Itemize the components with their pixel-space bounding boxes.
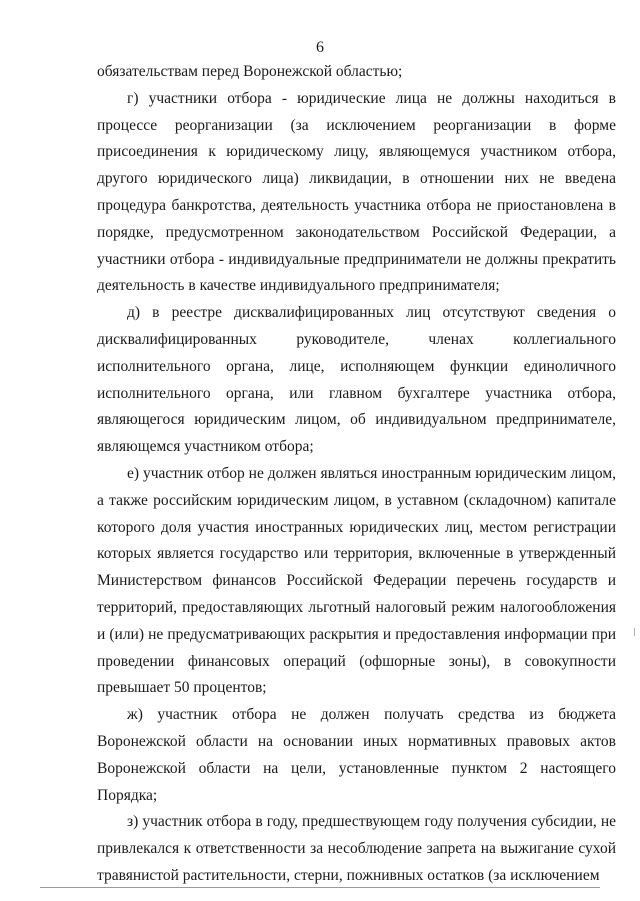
paragraph-item-g: г) участники отбора - юридические лица не должны находиться в процессе реорганизации (за исключением реорганизации в форме присоединения к юридическому лицу, являющемуся участником отбора, другого юридического лица) ликвидации, в отношении них не введена процедура банкротства, деятельность участника отбора не приостановлена в порядке, предусмотренном законодательством Российской Федерации, а участники отбора - индивидуальные предприниматели не должны прекратить деятельность в качестве индивидуального предпринимателя; <box>97 89 616 295</box>
margin-mark <box>634 628 635 636</box>
document-body <box>97 59 616 890</box>
paragraph-continuation: обязательствам перед Воронежской областью; <box>97 63 403 80</box>
paragraph-item-z: з) участник отбора в году, предшествующем году получения субсидии, не привлекался к ответственности за несоблюдение запрета на выжигание сухой травянистой растительности, стерни, пожнивных остатков (за исключением <box>97 813 616 884</box>
page-bottom-rule <box>40 887 600 888</box>
paragraph-item-d: д) в реестре дисквалифицированных лиц отсутствуют сведения о дисквалифицированных руководителе, членах коллегиального исполнительного органа, лице, исполняющем функции единоличного исполнительного органа, или главном бухгалтере участника отбора, являющегося юридическим лицом, об индивидуальном предпринимателе, являющемся участником отбора; <box>97 304 616 456</box>
page-number: 6 <box>316 39 324 56</box>
paragraph-item-e: е) участник отбор не должен являться иностранным юридическим лицом, а также российским юридическим лицом, в уставном (складочном) капитале которого доля участия иностранных юридических лиц, местом регистрации которых является государство или территория, включенные в утвержденный Министерством финансов Российской Федерации перечень государств и территорий, предоставляющих льготный налоговый режим налогообложения и (или) не предусматривающих раскрытия и предоставления информации при проведении финансовых операций (офшорные зоны), в совокупности превышает 50 процентов; <box>97 464 616 697</box>
paragraph-item-zh: ж) участник отбора не должен получать средства из бюджета Воронежской области на основании иных нормативных правовых актов Воронежской области на цели, установленные пунктом 2 настоящего Порядка; <box>97 706 616 804</box>
